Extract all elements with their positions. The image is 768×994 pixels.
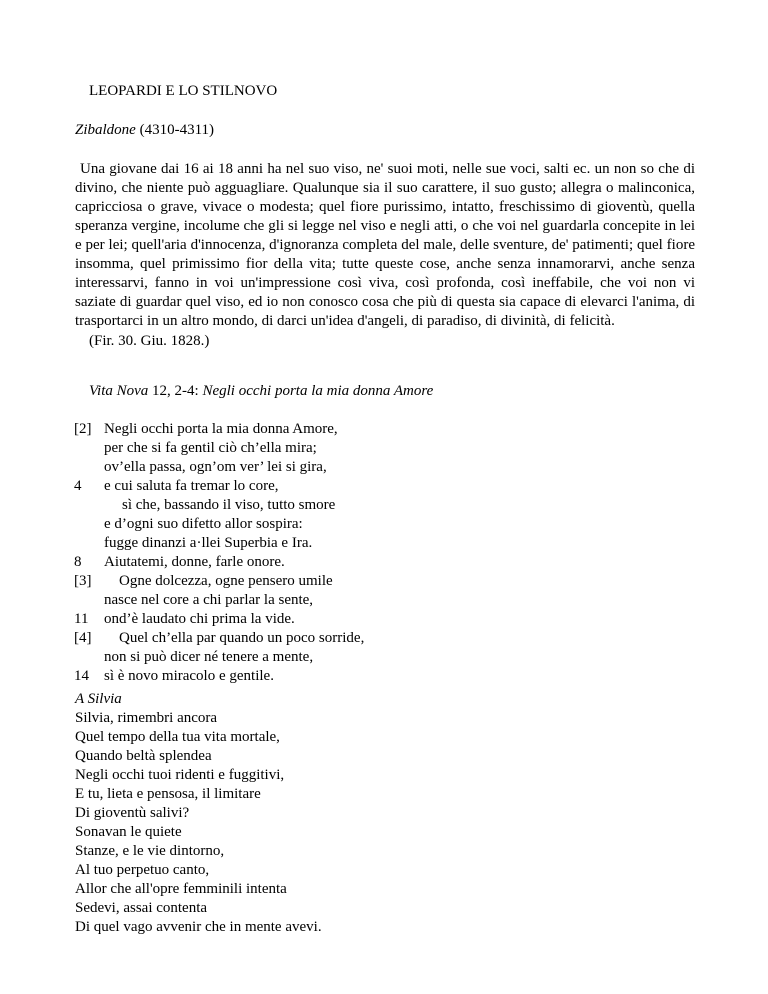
stanza-line: Quel tempo della tua vita mortale,: [75, 729, 280, 745]
poem-line-text: e d’ogni suo difetto allor sospira:: [104, 516, 303, 532]
stanza-line: Di quel vago avvenir che in mente avevi.: [75, 919, 322, 935]
poem-line-text: ov’ella passa, ogn’om ver’ lei si gira,: [104, 459, 327, 475]
vita-nova-heading: [89, 382, 433, 401]
a-silvia-stanza-1: [75, 709, 284, 823]
poem-line-number: [2]: [74, 421, 92, 437]
poem-line-text: per che si fa gentil ciò ch’ella mira;: [104, 440, 317, 456]
poem-line-number: 14: [74, 668, 89, 684]
document-title: LEOPARDI E LO STILNOVO: [89, 83, 278, 99]
poem-line-text: Negli occhi porta la mia donna Amore,: [104, 421, 338, 437]
stanza-line: Stanze, e le vie dintorno,: [75, 843, 225, 859]
stanza-line: Allor che all'opre femminili intenta: [75, 881, 287, 897]
vita-nova-work-title: Vita Nova: [89, 383, 149, 399]
poem-line-number: [3]: [74, 573, 92, 589]
stanza-line: Quando beltà splendea: [75, 748, 212, 764]
zibaldone-date: (Fir. 30. Giu. 1828.): [89, 333, 210, 349]
poem-line-text: sì è novo miracolo e gentile.: [104, 668, 274, 684]
stanza-line: Al tuo perpetuo canto,: [75, 862, 210, 878]
stanza-line: Silvia, rimembri ancora: [75, 710, 218, 726]
poem-line-text: Quel ch’ella par quando un poco sorride,: [119, 630, 365, 646]
vita-nova-reference: 12, 2-4:: [148, 383, 203, 399]
stanza-line: E tu, lieta e pensosa, il limitare: [75, 786, 261, 802]
poem-line-number: 8: [74, 554, 82, 570]
stanza-line: Sonavan le quiete: [75, 824, 182, 840]
a-silvia-stanza-2: [75, 823, 322, 937]
a-silvia-title: A Silvia: [75, 691, 122, 707]
poem-line-text: Ogne dolcezza, ogne pensero umile: [119, 573, 333, 589]
poem-line-number: 11: [74, 611, 89, 627]
zibaldone-heading: [75, 121, 214, 140]
poem-line-text: nasce nel core a chi parlar la sente,: [104, 592, 314, 608]
poem-line-text: non si può dicer né tenere a mente,: [104, 649, 314, 665]
poem-line-text: Aiutatemi, donne, farle onore.: [104, 554, 285, 570]
stanza-line: Negli occhi tuoi ridenti e fuggitivi,: [75, 767, 285, 783]
poem-line-text: fugge dinanzi a·llei Superbia e Ira.: [104, 535, 313, 551]
poem-line-text: e cui saluta fa tremar lo core,: [104, 478, 279, 494]
zibaldone-reference: (4310-4311): [135, 122, 215, 138]
vita-nova-poem-title: Negli occhi porta la mia donna Amore: [202, 383, 434, 399]
poem-line-text: sì che, bassando il viso, tutto smore: [122, 497, 336, 513]
poem-line-text: ond’è laudato chi prima la vide.: [104, 611, 295, 627]
zibaldone-passage: Una giovane dai 16 ai 18 anni ha nel suo viso, ne' suoi moti, nelle sue voci, salti ec. un non so che di divino, che niente può agguagliare. Qualunque sia il suo carattere, il suo gusto; allegra o malinconica, capricciosa o grave, vivace o modesta; quel fiore purissimo, intatto, freschissimo di gioventù, quella speranza vergine, incolume che gli si legge nel viso e negli atti, o che voi nel guardarla concepite in lei e per lei; quell'aria d'innocenza, d'ignoranza completa del male, delle sventure, de' patimenti; quel fiore insomma, quel primissimo fior della vita; tutte queste cose, anche senza innamorarvi, anche senza interessarvi, fanno in voi un'impressione così viva, così profonda, così ineffabile, che voi non vi saziate di guardar quel viso, ed io non conosco cosa che più di questa sia capace di elevarci l'anima, di trasportarci in un altro mondo, di darci un'idea d'angeli, di paradiso, di divinità, di felicità.: [75, 161, 695, 329]
poem-line-number: 4: [74, 478, 82, 494]
stanza-line: Sedevi, assai contenta: [75, 900, 208, 916]
zibaldone-work-title: Zibaldone: [75, 122, 136, 138]
poem-line-number: [4]: [74, 630, 92, 646]
stanza-line: Di gioventù salivi?: [75, 805, 190, 821]
